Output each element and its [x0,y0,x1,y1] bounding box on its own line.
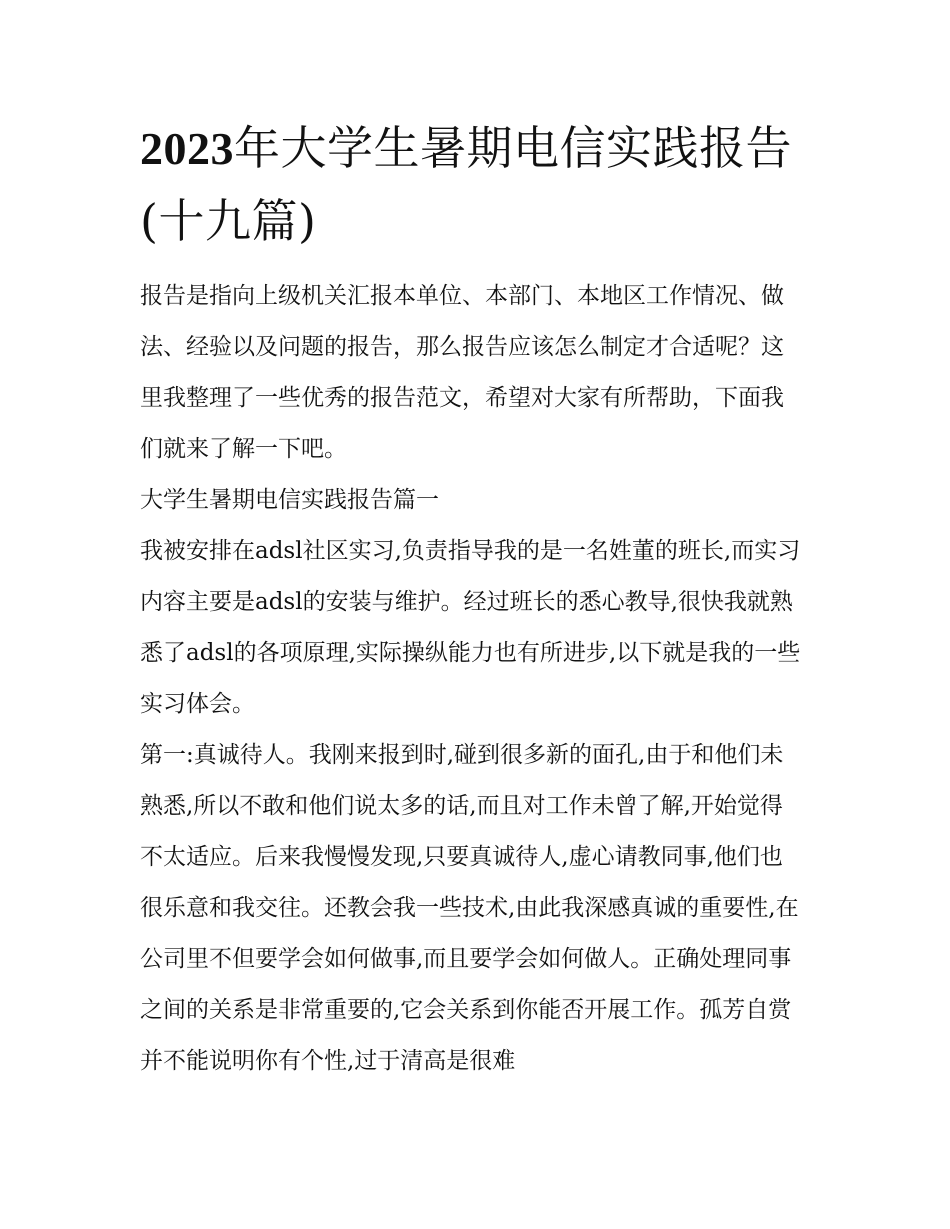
document-title [140,112,805,257]
section-heading: 大学生暑期电信实践报告篇一 [140,487,439,513]
document-content [140,112,805,1087]
intro-paragraph: 报告是指向上级机关汇报本单位、本部门、本地区工作情况、做法、经验以及问题的报告，那么报告应该怎么制定才合适呢？这里我整理了一些优秀的报告范文，希望对大家有所帮助，下面我们就来了解一下吧。 [140,283,784,462]
title-text: 年大学生暑期电信实践报告(十九篇) [140,121,792,248]
body-paragraph-2: 第一:真诚待人。我刚来报到时,碰到很多新的面孔,由于和他们未熟悉,所以不敢和他们说太多的话,而且对工作未曾了解,开始觉得不太适应。后来我慢慢发现,只要真诚待人,虚心请教同事,他们也很乐意和我交往。还教会我一些技术,由此我深感真诚的重要性,在公司里不但要学会如何做事,而且要学会如何做人。正确处理同事之间的关系是非常重要的,它会关系到你能否开展工作。孤芳自赏并不能说明你有个性,过于清高是很难 [140,742,799,1074]
body-paragraph-1: 我被安排在adsl社区实习,负责指导我的是一名姓董的班长,而实习内容主要是adsl的安装与维护。经过班长的悉心教导,很快我就熟悉了adsl的各项原理,实际操纵能力也有所进步,以下就是我的一些实习体会。 [140,538,801,717]
title-year: 2023 [140,123,234,174]
document-body [140,271,805,1087]
